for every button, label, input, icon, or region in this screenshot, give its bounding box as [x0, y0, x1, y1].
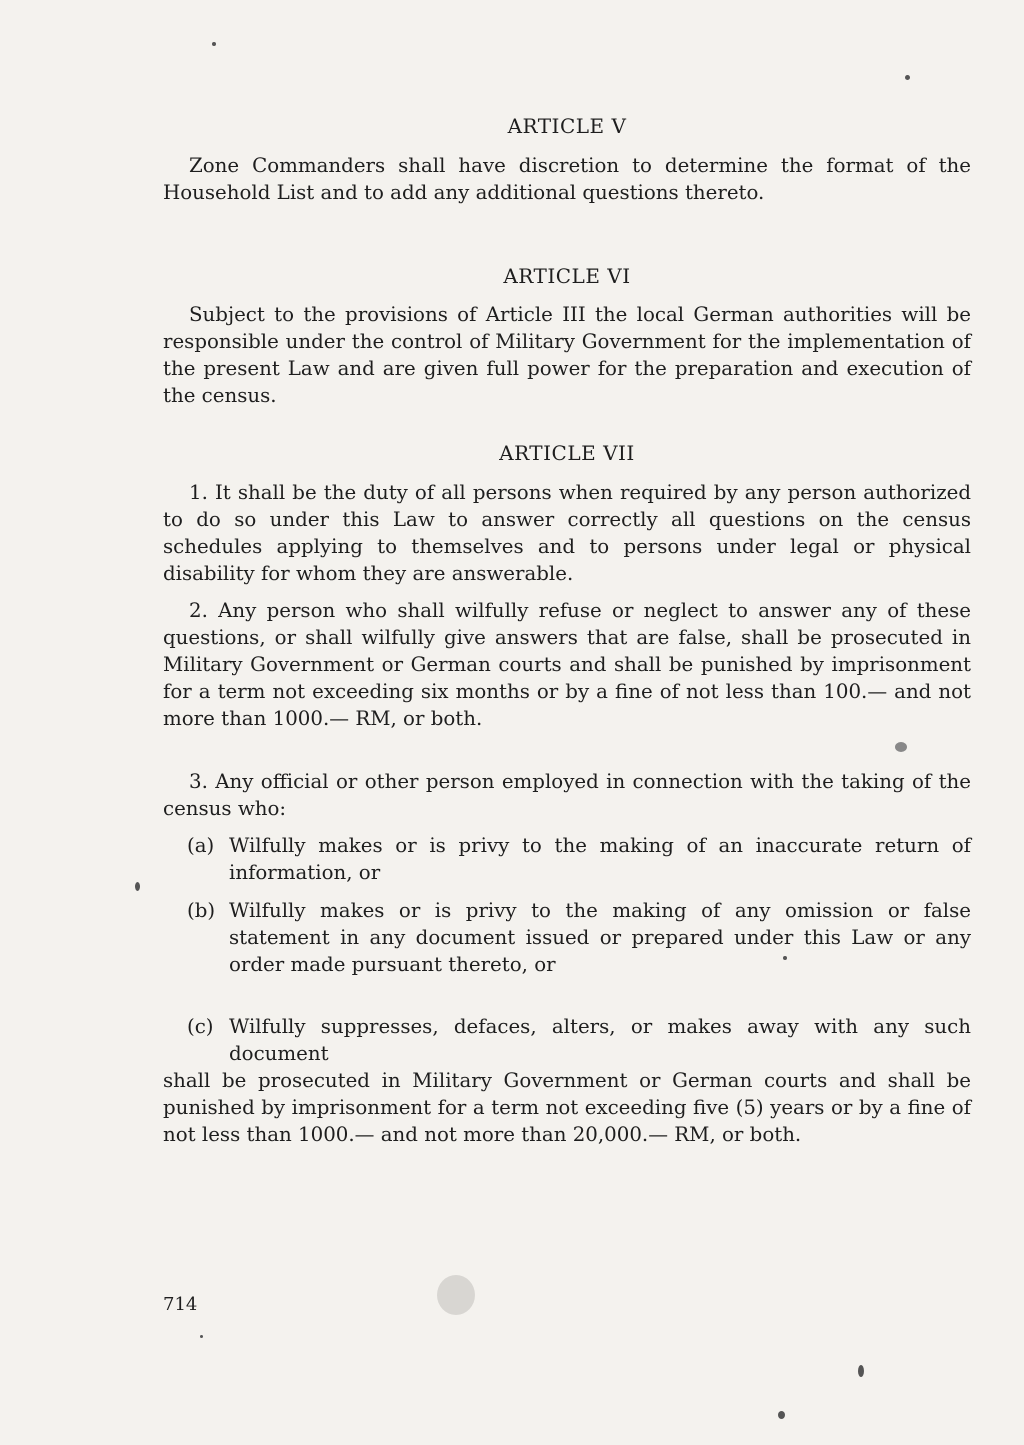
scan-speck — [212, 42, 216, 46]
clause-b-text: Wilfully makes or is privy to the making of any omission or false statement in any document issued or prepared under this Law or any order made pursuant thereto, or — [229, 899, 971, 976]
article-vii-paragraph-1: 1. It shall be the duty of all persons when required by any person authorized to do so under this Law to answer correctly all questions on the census schedules applying to themselves and to persons under legal or physical disability for whom they are answerable. — [163, 481, 971, 585]
article-vii-heading: ARTICLE VII — [499, 441, 635, 465]
scan-speck — [200, 1335, 203, 1338]
scan-speck — [858, 1365, 864, 1377]
article-vii-closing: shall be prosecuted in Military Government or German courts and shall be punished by imprisonment for a term not exceeding five (5) years or by a fine of not less than 1000.— and not more than 20,000.— RM, or both. — [163, 1069, 971, 1146]
clause-a-text: Wilfully makes or is privy to the making of an inaccurate return of information, or — [229, 834, 971, 884]
clause-b — [187, 897, 971, 978]
clause-c — [187, 1013, 971, 1067]
article-vii-paragraph-2: 2. Any person who shall wilfully refuse or neglect to answer any of these questions, or shall wilfully give answers that are false, shall be prosecuted in Military Government or German courts and shall be punished by imprisonment for a term not exceeding six months or by a fine of not less than 100.— and not more than 1000.— RM, or both. — [163, 599, 971, 730]
scan-speck — [778, 1411, 785, 1419]
clause-b-marker: (b) — [187, 899, 216, 922]
scan-speck — [783, 956, 787, 960]
article-vi-text: Subject to the provisions of Article III the local German authorities will be responsible under the control of Military Government for the implementation of the present Law and are given full power for the preparation and execution of the census. — [163, 303, 971, 407]
article-v-text: Zone Commanders shall have discretion to determine the format of the Household List and to add any additional questions thereto. — [163, 154, 971, 204]
clause-c-marker: (c) — [187, 1015, 214, 1038]
article-v-heading: ARTICLE V — [507, 114, 627, 138]
scan-speck — [895, 742, 907, 752]
scan-blot — [437, 1275, 475, 1315]
clause-c-text: Wilfully suppresses, defaces, alters, or makes away with any such document — [229, 1015, 971, 1065]
scan-speck — [135, 882, 140, 891]
article-vi-heading: ARTICLE VI — [503, 264, 631, 288]
scan-speck — [905, 75, 910, 80]
clause-a — [187, 832, 971, 886]
article-vii-paragraph-3: 3. Any official or other person employed in connection with the taking of the census who: — [163, 770, 971, 820]
clause-a-marker: (a) — [187, 834, 215, 857]
page-number: 714 — [163, 1294, 198, 1315]
